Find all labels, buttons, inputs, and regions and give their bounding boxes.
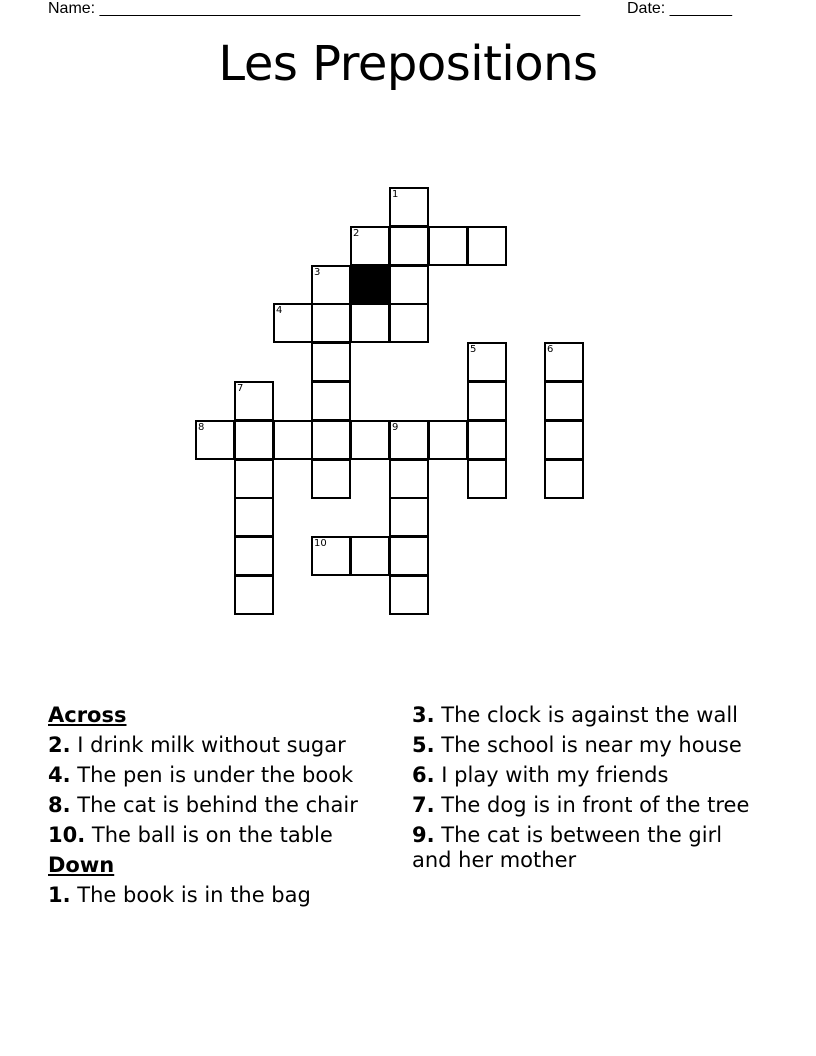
cell-number: 7 — [237, 383, 244, 394]
crossword-cell[interactable] — [311, 459, 351, 499]
crossword-cell[interactable] — [389, 459, 429, 499]
crossword-cell[interactable] — [311, 420, 351, 460]
crossword-cell[interactable] — [467, 459, 507, 499]
crossword-cell[interactable] — [467, 342, 507, 382]
clue-text: I play with my friends — [441, 763, 669, 787]
clue-down-3 — [412, 703, 752, 728]
crossword-cell[interactable] — [467, 420, 507, 460]
page-title: Les Prepositions — [218, 36, 598, 92]
crossword-cell[interactable] — [544, 342, 584, 382]
crossword-cell[interactable] — [544, 381, 584, 421]
clues-column-left — [48, 703, 388, 913]
clue-text: The ball is on the table — [91, 823, 333, 847]
crossword-cell[interactable] — [389, 575, 429, 615]
down-heading: Down — [48, 853, 115, 877]
clue-number: 1. — [48, 883, 71, 907]
crossword-cell[interactable] — [389, 265, 429, 305]
crossword-cell[interactable] — [389, 420, 429, 460]
clue-text: The dog is in front of the tree — [441, 793, 750, 817]
crossword-cell[interactable] — [234, 536, 274, 576]
crossword-cell[interactable] — [234, 497, 274, 537]
crossword-cell[interactable] — [311, 342, 351, 382]
clue-number: 4. — [48, 763, 71, 787]
across-heading: Across — [48, 703, 127, 727]
clue-text: The pen is under the book — [77, 763, 354, 787]
crossword-cell[interactable] — [389, 497, 429, 537]
crossword-cell[interactable] — [389, 187, 429, 227]
crossword-cell[interactable] — [350, 420, 390, 460]
clue-text: The book is in the bag — [77, 883, 311, 907]
clue-down-6 — [412, 763, 752, 788]
black-square — [350, 265, 390, 305]
crossword-cell[interactable] — [389, 226, 429, 266]
crossword-cell[interactable] — [467, 226, 507, 266]
crossword-cell[interactable] — [428, 226, 468, 266]
clue-across-4 — [48, 763, 388, 788]
clue-number: 8. — [48, 793, 71, 817]
clue-number: 2. — [48, 733, 71, 757]
cell-number: 8 — [198, 422, 205, 433]
cell-number: 4 — [276, 305, 283, 316]
crossword-cell[interactable] — [544, 459, 584, 499]
crossword-cell[interactable] — [273, 420, 313, 460]
crossword-cell[interactable] — [234, 420, 274, 460]
crossword-cell[interactable] — [195, 420, 235, 460]
crossword-cell[interactable] — [389, 303, 429, 343]
clue-number: 5. — [412, 733, 435, 757]
clue-number: 9. — [412, 823, 435, 847]
crossword-cell[interactable] — [234, 575, 274, 615]
clue-down-9 — [412, 823, 752, 873]
crossword-cell[interactable] — [311, 303, 351, 343]
crossword-cell[interactable] — [311, 265, 351, 305]
crossword-cell[interactable] — [311, 536, 351, 576]
crossword-cell[interactable] — [234, 459, 274, 499]
cell-number: 10 — [314, 538, 327, 549]
clue-text: The clock is against the wall — [441, 703, 738, 727]
clue-number: 10. — [48, 823, 86, 847]
clue-text: The cat is behind the chair — [77, 793, 358, 817]
clue-text: The cat is between the girl and her mother — [412, 823, 723, 872]
clue-across-2 — [48, 733, 388, 758]
crossword-cell[interactable] — [350, 303, 390, 343]
clues-column-right — [412, 703, 752, 878]
clue-number: 6. — [412, 763, 435, 787]
crossword-cell[interactable] — [544, 420, 584, 460]
clue-down-5 — [412, 733, 752, 758]
clue-across-8 — [48, 793, 388, 818]
crossword-cell[interactable] — [350, 226, 390, 266]
cell-number: 6 — [547, 344, 554, 355]
clue-down-1 — [48, 883, 388, 908]
cell-number: 1 — [392, 189, 399, 200]
cell-number: 2 — [353, 228, 360, 239]
crossword-cell[interactable] — [350, 536, 390, 576]
crossword-cell[interactable] — [311, 381, 351, 421]
crossword-cell[interactable] — [389, 536, 429, 576]
date-field-line[interactable]: Date: _______ — [627, 0, 732, 17]
clue-text: The school is near my house — [441, 733, 742, 757]
clue-across-10 — [48, 823, 388, 848]
name-field-line[interactable]: Name: ______________________________________________________ — [48, 0, 581, 17]
crossword-cell[interactable] — [428, 420, 468, 460]
cell-number: 9 — [392, 422, 399, 433]
crossword-cell[interactable] — [273, 303, 313, 343]
crossword-cell[interactable] — [467, 381, 507, 421]
clue-number: 7. — [412, 793, 435, 817]
cell-number: 5 — [470, 344, 477, 355]
clue-text: I drink milk without sugar — [77, 733, 346, 757]
cell-number: 3 — [314, 267, 321, 278]
clue-down-7 — [412, 793, 752, 818]
crossword-cell[interactable] — [234, 381, 274, 421]
clue-number: 3. — [412, 703, 435, 727]
